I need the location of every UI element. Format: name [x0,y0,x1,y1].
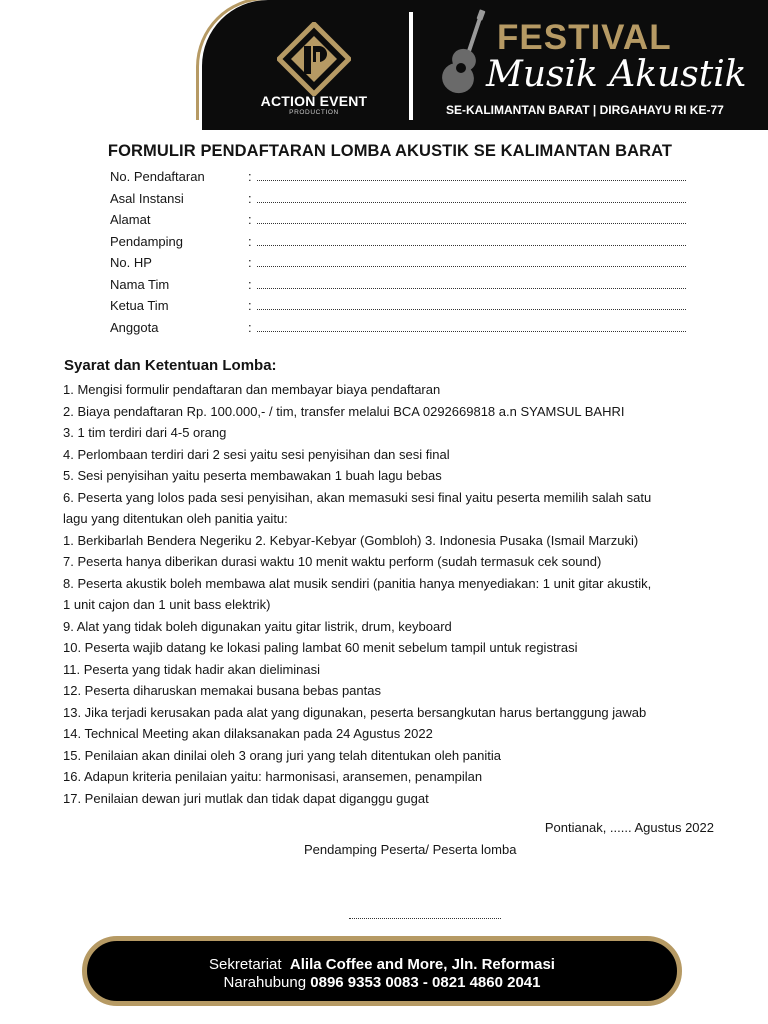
form-field-blank-line[interactable] [257,266,686,267]
terms-line: 15. Penilaian akan dinilai oleh 3 orang juri yang telah ditentukan oleh panitia [63,747,501,763]
form-field-colon: : [248,319,252,335]
terms-line: 11. Peserta yang tidak hadir akan dieliminasi [63,661,321,677]
terms-line: 14. Technical Meeting akan dilaksanakan pada 24 Agustus 2022 [63,726,433,741]
form-field-blank-line[interactable] [257,180,686,181]
form-field-label: Asal Instansi [110,190,184,206]
form-field-row [110,169,686,189]
footer-contact [87,974,677,991]
terms-heading: Syarat dan Ketentuan Lomba: [64,357,277,374]
footer-sekretariat [87,956,677,973]
festival-title: FESTIVAL [497,18,672,57]
form-field-label: No. HP [110,255,152,270]
terms-line: 8. Peserta akustik boleh membawa alat musik sendiri (panitia hanya menyediakan: 1 unit gitar akustik, [63,575,652,591]
form-field-row [110,234,686,254]
logo-subtitle: PRODUCTION [289,109,339,116]
form-field-label: Ketua Tim [110,298,169,313]
form-field-colon: : [248,276,252,292]
action-event-logo-icon [277,22,351,96]
signature-role: Pendamping Peserta/ Peserta lomba [304,842,517,857]
terms-list [63,379,723,809]
terms-line: 13. Jika terjadi kerusakan pada alat yang digunakan, peserta bersangkutan harus bertanggung jawab [63,704,647,720]
form-field-blank-line[interactable] [257,331,686,332]
form-field-row [110,277,686,297]
form-field-blank-line[interactable] [257,245,686,246]
form-field-label: Pendamping [110,233,183,249]
signature-place-date: Pontianak, ...... Agustus 2022 [544,820,714,835]
form-field-row [110,255,686,275]
contact-value: 0896 9353 0083 - 0821 4860 2041 [310,974,541,991]
terms-line: 7. Peserta hanya diberikan durasi waktu 10 menit waktu perform (sudah termasuk cek sound) [63,554,602,569]
terms-line: lagu yang ditentukan oleh panitia yaitu: [63,511,288,526]
form-field-blank-line[interactable] [257,202,686,203]
terms-line: 5. Sesi penyisihan yaitu peserta membawakan 1 buah lagu bebas [63,468,442,483]
terms-line: 12. Peserta diharuskan memakai busana bebas pantas [63,683,381,698]
form-field-blank-line[interactable] [257,309,686,310]
contact-label: Narahubung [223,974,307,991]
terms-line: 9. Alat yang tidak boleh digunakan yaitu gitar listrik, drum, keyboard [63,618,452,634]
form-field-label: No. Pendaftaran [110,169,205,184]
form-field-colon: : [248,233,252,249]
form-field-blank-line[interactable] [257,223,686,224]
sekretariat-label: Sekretariat [209,956,282,973]
terms-line: 17. Penilaian dewan juri mutlak dan tidak dapat diganggu gugat [63,790,429,806]
form-field-label: Nama Tim [110,276,170,292]
form-field-colon: : [248,169,252,184]
form-field-colon: : [248,190,252,206]
form-field-row [110,320,686,340]
form-title: FORMULIR PENDAFTARAN LOMBA AKUSTIK SE KALIMANTAN BARAT [107,142,673,160]
form-field-colon: : [248,255,252,270]
terms-line: 4. Perlombaan terdiri dari 2 sesi yaitu sesi penyisihan dan sesi final [63,446,450,462]
signature-line [349,918,501,919]
terms-line: 1. Mengisi formulir pendaftaran dan membayar biaya pendaftaran [63,382,441,397]
form-field-label: Anggota [110,319,159,335]
header-divider [409,12,413,120]
form-field-colon: : [248,212,252,227]
footer-contact-bar [82,936,682,1006]
sekretariat-value: Alila Coffee and More, Jln. Reformasi [289,956,555,973]
terms-line: 16. Adapun kriteria penilaian yaitu: harmonisasi, aransemen, penampilan [63,769,483,784]
terms-line: 1. Berkibarlah Bendera Negeriku 2. Kebyar-Kebyar (Gombloh) 3. Indonesia Pusaka (Ismail Marzuki) [63,532,639,548]
form-field-row [110,212,686,232]
form-field-row [110,191,686,211]
form-field-blank-line[interactable] [257,288,686,289]
festival-script-title: Musik Akustik [486,54,747,95]
terms-line: 1 unit cajon dan 1 unit bass elektrik) [63,597,271,612]
terms-line: 6. Peserta yang lolos pada sesi penyisihan, akan memasuki sesi final yaitu peserta memilih salah satu [63,489,652,505]
terms-line: 10. Peserta wajib datang ke lokasi paling lambat 60 menit sebelum tampil untuk registrasi [63,640,578,655]
logo-title: ACTION EVENT [260,93,368,109]
form-field-row [110,298,686,318]
form-field-label: Alamat [110,212,151,227]
terms-line: 2. Biaya pendaftaran Rp. 100.000,- / tim, transfer melalui BCA 0292669818 a.n SYAMSUL BAHRI [63,403,625,419]
terms-line: 3. 1 tim terdiri dari 4-5 orang [63,425,227,440]
festival-subtitle: SE-KALIMANTAN BARAT | DIRGAHAYU RI KE-77 [446,103,724,117]
form-field-colon: : [248,298,252,313]
